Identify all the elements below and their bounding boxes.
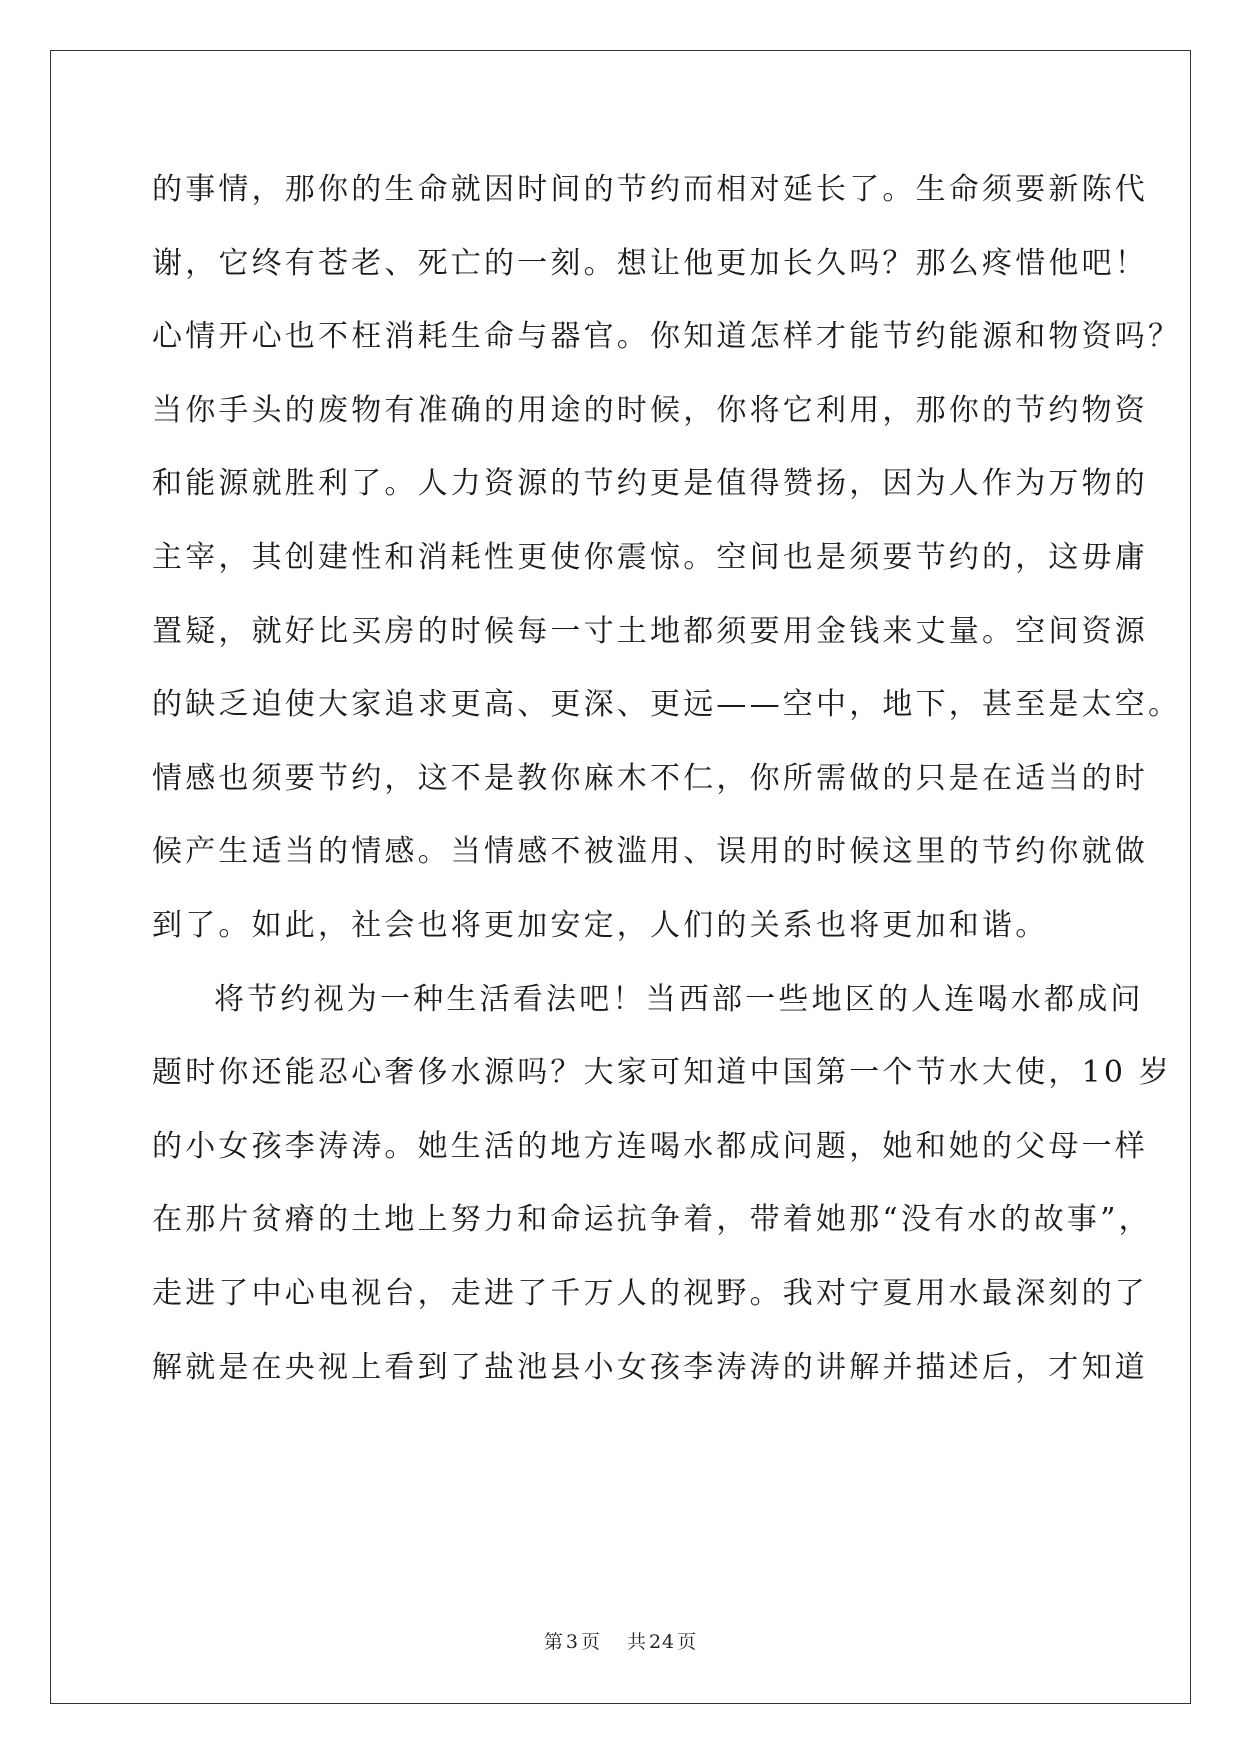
text-line: 解就是在央视上看到了盐池县小女孩李涛涛的讲解并描述后，才知道 bbox=[152, 1349, 1148, 1385]
document-body bbox=[152, 160, 1182, 1411]
total-suffix: 页 bbox=[677, 1631, 698, 1653]
text-line: 主宰，其创建性和消耗性更使你震惊。空间也是须要节约的，这毋庸 bbox=[152, 539, 1148, 575]
text-line: 谢，它终有苍老、死亡的一刻。想让他更加长久吗？那么疼惜他吧！ bbox=[152, 245, 1148, 281]
text-line: 的事情，那你的生命就因时间的节约而相对延长了。生命须要新陈代 bbox=[152, 172, 1148, 207]
text-line: 候产生适当的情感。当情感不被滥用、误用的时候这里的节约你就做 bbox=[152, 834, 1148, 870]
text-line: 题时你还能忍心奢侈水源吗？大家可知道中国第一个节水大使，10 岁 bbox=[152, 1055, 1173, 1091]
text-line: 在那片贫瘠的土地上努力和命运抗争着，带着她那“没有水的故事”， bbox=[152, 1202, 1152, 1238]
page-total: 24 bbox=[648, 1631, 676, 1653]
text-line: 到了。如此，社会也将更加安定，人们的关系也将更加和谐。 bbox=[152, 907, 1049, 943]
text-line: 走进了中心电视台，走进了千万人的视野。我对宁夏用水最深刻的了 bbox=[152, 1275, 1148, 1311]
total-prefix: 共 bbox=[626, 1631, 647, 1653]
text-line: 和能源就胜利了。人力资源的节约更是值得赞扬，因为人作为万物的 bbox=[152, 466, 1148, 502]
page-footer bbox=[0, 1627, 1241, 1654]
page-prefix: 第 bbox=[543, 1631, 564, 1653]
page-suffix: 页 bbox=[580, 1631, 601, 1653]
text-line: 的缺乏迫使大家追求更高、更深、更远——空中，地下，甚至是太空。 bbox=[152, 687, 1182, 723]
text-line: 置疑，就好比买房的时候每一寸土地都须要用金钱来丈量。空间资源 bbox=[152, 613, 1148, 649]
text-line: 当你手头的废物有准确的用途的时候，你将它利用，那你的节约物资 bbox=[152, 392, 1148, 428]
page-current: 3 bbox=[565, 1631, 579, 1653]
text-line: 心情开心也不枉消耗生命与器官。你知道怎样才能节约能源和物资吗？ bbox=[152, 319, 1182, 355]
text-line: 情感也须要节约，这不是教你麻木不仁，你所需做的只是在适当的时 bbox=[152, 760, 1148, 796]
text-line: 的小女孩李涛涛。她生活的地方连喝水都成问题，她和她的父母一样 bbox=[152, 1128, 1148, 1164]
paragraph-first-line: 将节约视为一种生活看法吧！当西部一些地区的人连喝水都成问 bbox=[214, 981, 1144, 1017]
